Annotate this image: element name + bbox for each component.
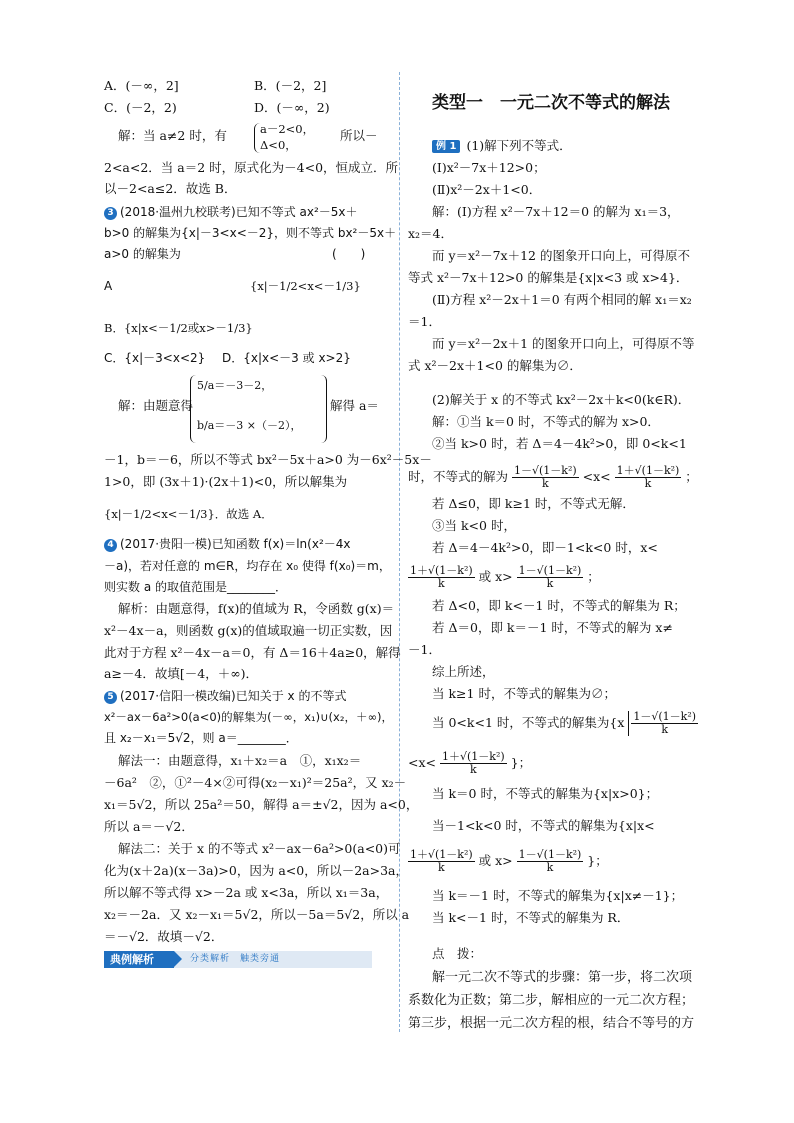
example-line: 若 Δ≤0，即 k≥1 时，不等式无解． xyxy=(432,496,635,511)
solution-5-line: ＝－√2．故填－√2． xyxy=(104,929,224,944)
solution-4-line: 解析：由题意得，f(x)的值域为 R，令函数 g(x)＝ xyxy=(118,601,395,616)
question-3 xyxy=(104,204,358,220)
example-line: x₂＝4． xyxy=(408,226,454,241)
text-segment: }； xyxy=(587,853,608,868)
example-line: ③当 k<0 时， xyxy=(432,518,516,533)
question-5 xyxy=(104,688,346,704)
question-line: 则实数 a 的取值范围是________． xyxy=(104,580,287,594)
example-line: 解：(Ⅰ)方程 x²－7x＋12＝0 的解为 x₁＝3， xyxy=(432,204,680,219)
column-divider xyxy=(399,72,400,1032)
question-number-badge: 4 xyxy=(104,539,117,552)
option-b: B．{x|x<－1/2或x>－1/3} xyxy=(104,321,253,335)
tip-line: 第三步，根据一元二次方程的根，结合不等号的方 xyxy=(408,1016,695,1031)
example-line: 综上所述， xyxy=(432,664,495,679)
fraction-denominator: k xyxy=(438,577,445,590)
tip-heading: 点 拨： xyxy=(432,946,483,961)
example-line: 当 k＝0 时，不等式的解集为{x|x>0}； xyxy=(432,786,659,801)
example-line-fraction xyxy=(408,846,608,876)
solution-1-line: 解：当 a≠2 时，有 xyxy=(118,128,227,143)
example-line: 当－1<k<0 时，不等式的解集为{x|x< xyxy=(432,818,655,833)
fraction xyxy=(517,849,584,874)
system-brace-right xyxy=(320,375,327,443)
example-line: 当 k≥1 时，不等式的解集为∅； xyxy=(432,686,616,701)
solution-3-line: －1，b＝－6，所以不等式 bx²－5x＋a>0 为－6x²－5x－ xyxy=(104,452,432,467)
fraction-denominator: k xyxy=(469,763,477,776)
text-segment: 或 x> xyxy=(478,569,513,584)
tip-line: 系数化为正数；第二步，解相应的一元二次方程； xyxy=(408,993,695,1008)
solution-1-line: 2<a<2．当 a＝2 时，原式化为－4<0，恒成立．所 xyxy=(104,160,399,175)
example-line: 而 y＝x²－2x＋1 的图象开口向上，可得原不等 xyxy=(432,336,695,351)
question-number-badge: 5 xyxy=(104,691,117,704)
system-line: Δ<0， xyxy=(260,138,297,152)
section-banner xyxy=(104,951,372,968)
text-segment: <x< xyxy=(408,755,436,770)
solution-4-line: 此对于方程 x²－4x－a＝0，有 Δ＝16＋4a≥0，解得 xyxy=(104,645,401,660)
example-line-fraction xyxy=(408,462,698,492)
solution-4-line: x²－4x－a，则函数 g(x)的值域取遍一切正实数，因 xyxy=(104,623,393,638)
solution-1-line: 所以－ xyxy=(340,128,378,143)
fraction-numerator: 1＋√(1－k²) xyxy=(410,564,473,577)
fraction xyxy=(628,711,698,736)
fraction xyxy=(517,565,584,590)
fraction xyxy=(408,565,475,590)
text-segment: ； xyxy=(685,469,698,484)
option-d: D．(－∞，2) xyxy=(254,100,330,115)
system-line: a－2<0， xyxy=(260,122,315,136)
fraction-numerator: 1－√(1－k²) xyxy=(514,464,577,477)
section-title: 类型一 一元二次不等式的解法 xyxy=(432,93,670,113)
solution-3-line: {x|－1/2<x<－1/3}．故选 A． xyxy=(104,507,273,521)
option-a: A．(－∞，2] xyxy=(104,78,179,93)
system-line: b/a＝－3 ×（－2）， xyxy=(197,419,302,432)
example-line-fraction xyxy=(408,748,531,778)
system-line: 5/a＝－3－2， xyxy=(197,379,273,392)
fraction-numerator: 1－√(1－k²) xyxy=(518,564,582,577)
solution-4-line: a≥－4．故填[－4，＋∞)． xyxy=(104,666,258,681)
fraction-denominator: k xyxy=(542,477,549,490)
example-line: (2)解关于 x 的不等式 kx²－2x＋k<0(k∈R)． xyxy=(432,392,691,407)
option-c: C．(－2，2) xyxy=(104,100,177,115)
fraction-numerator: 1＋√(1－k²) xyxy=(410,848,473,861)
question-line: (2017·贵阳一模)已知函数 f(x)＝ln(x²－4x xyxy=(120,537,351,551)
answer-paren: ( ) xyxy=(332,247,366,261)
question-line: 且 x₂－x₁＝5√2，则 a＝________． xyxy=(104,731,298,745)
question-line: a>0 的解集为 xyxy=(104,247,181,261)
example-line: 若 Δ＝0，即 k＝－1 时，不等式的解为 x≠ xyxy=(432,620,673,635)
tip-line: 解一元二次不等式的步骤：第一步，将二次项 xyxy=(432,970,693,985)
option-b: B．(－2，2] xyxy=(254,78,327,93)
fraction-numerator: 1＋√(1－k²) xyxy=(616,464,680,477)
solution-5-line: 解法二：关于 x 的不等式 x²－ax－6a²>0(a<0)可 xyxy=(118,841,401,856)
solution-5-line: 所以 a＝－√2． xyxy=(104,819,194,834)
solution-5-line: 化为(x＋2a)(x－3a)>0，因为 a<0，所以－2a>3a， xyxy=(104,863,408,878)
question-4 xyxy=(104,536,351,552)
question-line: x²－ax－6a²>0(a<0)的解集为(－∞，x₁)∪(x₂，＋∞)， xyxy=(104,710,394,724)
solution-3-line: 解得 a＝ xyxy=(330,398,379,413)
example-line: 解：①当 k＝0 时，不等式的解为 x>0． xyxy=(432,414,660,429)
option-c: C．{x|－3<x<2} xyxy=(104,351,206,365)
example-line: ②当 k>0 时，若 Δ＝4－4k²>0，即 0<k<1 xyxy=(432,436,687,451)
example-line: 等式 x²－7x＋12>0 的解集是{x|x<3 或 x>4}． xyxy=(408,270,689,285)
question-line: －a)，若对任意的 m∈R，均存在 x₀ 使得 f(x₀)＝m， xyxy=(104,559,391,573)
fraction xyxy=(615,465,682,490)
solution-5-line: 解法一：由题意得，x₁＋x₂＝a ①，x₁x₂＝ xyxy=(118,753,362,768)
fraction-numerator: 1＋√(1－k²) xyxy=(441,750,505,763)
example-line: 而 y＝x²－7x＋12 的图象开口向上，可得原不 xyxy=(432,248,690,263)
fraction-numerator: 1－√(1－k²) xyxy=(518,848,582,861)
section-banner-tag: 典例解析 xyxy=(104,951,174,968)
question-line: (2017·信阳一模改编)已知关于 x 的不等式 xyxy=(120,689,347,703)
example-line: ＝1． xyxy=(408,314,441,329)
system-brace xyxy=(190,375,197,443)
solution-5-line: 所以解不等式得 x>－2a 或 x<3a，所以 x₁＝3a， xyxy=(104,885,389,900)
option-a: A xyxy=(104,279,113,293)
text-segment: ； xyxy=(587,569,600,584)
fraction-denominator: k xyxy=(546,577,554,590)
example-line-fraction xyxy=(408,562,600,592)
example-line: 式 x²－2x＋1<0 的解集为∅． xyxy=(408,358,582,373)
text-segment: 时，不等式的解为 xyxy=(408,469,509,484)
text-segment: 或 x> xyxy=(478,853,513,868)
fraction-denominator: k xyxy=(661,723,669,736)
example-line: (Ⅰ)x²－7x＋12>0； xyxy=(432,160,546,175)
question-line: (2018·温州九校联考)已知不等式 ax²－5x＋ xyxy=(120,205,358,219)
example-line: 当 k＝－1 时，不等式的解集为{x|x≠－1}； xyxy=(432,888,684,903)
example-1-heading xyxy=(432,138,572,154)
fraction-denominator: k xyxy=(438,861,445,874)
section-banner-subtitle: 分类解析 触类旁通 xyxy=(190,954,281,964)
solution-1-line: 以－2<a≤2．故选 B． xyxy=(104,181,237,196)
example-line: 若 Δ＝4－4k²>0，即－1<k<0 时，x< xyxy=(432,540,658,555)
solution-5-line: x₁＝5√2，所以 25a²＝50，解得 a＝±√2，因为 a<0， xyxy=(104,797,419,812)
example-line: (Ⅱ)x²－2x＋1<0． xyxy=(432,182,542,197)
question-number-badge: 3 xyxy=(104,207,117,220)
example-line: (1)解下列不等式． xyxy=(466,138,572,153)
solution-5-line: －6a² ②，①²－4×②可得(x₂－x₁)²＝25a²，又 x₂－ xyxy=(104,775,407,790)
example-line: (Ⅱ)方程 x²－2x＋1＝0 有两个相同的解 x₁＝x₂ xyxy=(432,292,692,307)
option-a-set: {x|－1/2<x<－1/3} xyxy=(250,279,361,293)
solution-5-line: x₂＝－2a．又 x₂－x₁＝5√2，所以－5a＝5√2，所以 a xyxy=(104,907,410,922)
text-segment: }； xyxy=(510,755,532,770)
fraction-denominator: k xyxy=(644,477,652,490)
solution-3-line: 解：由题意得 xyxy=(118,398,194,413)
example-line: －1． xyxy=(408,642,441,657)
example-badge: 例 1 xyxy=(432,140,460,153)
fraction xyxy=(440,751,507,776)
text-segment: 当 0<k<1 时，不等式的解集为{x xyxy=(432,715,625,730)
fraction-denominator: k xyxy=(546,861,554,874)
example-line-fraction xyxy=(432,708,698,738)
solution-3-line: 1>0，即 (3x＋1)·(2x＋1)<0，所以解集为 xyxy=(104,474,348,489)
question-line: b>0 的解集为{x|－3<x<－2}，则不等式 bx²－5x＋ xyxy=(104,226,397,240)
fraction xyxy=(408,849,475,874)
option-d: D．{x|x<－3 或 x>2} xyxy=(222,351,351,365)
fraction-numerator: 1－√(1－k²) xyxy=(633,710,697,723)
example-line: 当 k<－1 时，不等式的解集为 R． xyxy=(432,910,630,925)
fraction xyxy=(512,465,579,490)
text-segment: <x< xyxy=(582,469,611,484)
example-line: 若 Δ<0，即 k<－1 时，不等式的解集为 R； xyxy=(432,598,686,613)
